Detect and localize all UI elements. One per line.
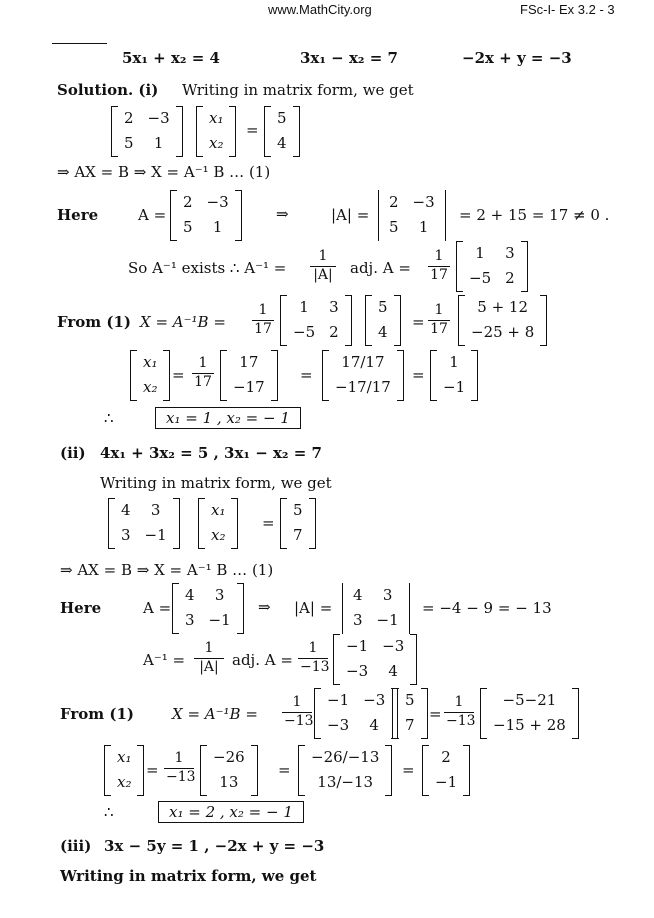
variable-vector: x₁ x₂	[198, 498, 238, 549]
equals-sign: =	[146, 761, 159, 779]
axb-line: ⇒ AX = B ⇒ X = A⁻¹ B … (1)	[57, 163, 271, 181]
constant-vector: 5 7	[392, 688, 428, 739]
therefore-symbol: ∴	[104, 803, 114, 821]
equation-3: −2x + y = −3	[462, 49, 572, 67]
det-lhs: |A| =	[294, 599, 333, 617]
part-ii-label: (ii)	[60, 444, 86, 462]
equals-sign: =	[429, 705, 442, 723]
inverse-lhs: A⁻¹ =	[143, 651, 186, 669]
fraction-1-over-neg13: $\frac{1}{-13}$	[284, 694, 314, 729]
equation-1: 5x₁ + x₂ = 4	[122, 49, 220, 67]
equals-sign: =	[412, 313, 425, 331]
axb-line: ⇒ AX = B ⇒ X = A⁻¹ B … (1)	[60, 561, 274, 579]
fraction-1-over-neg13: $\frac{1}{-13}$	[300, 640, 330, 675]
implies-arrow: ⇒	[258, 598, 271, 616]
fraction-1-over-neg13: $\frac{1}{-13}$	[446, 694, 476, 729]
divider	[52, 43, 107, 44]
coefficient-matrix: 2 −3 5 1	[111, 106, 183, 157]
x-vector: x₁ x₂	[130, 350, 170, 401]
equals-sign: =	[402, 761, 415, 779]
matrix-a: 2 −3 5 1	[170, 190, 242, 241]
constant-vector: 5 7	[280, 498, 316, 549]
intro-text: Writing in matrix form, we get	[60, 867, 317, 885]
coefficient-matrix: 4 3 3 −1	[108, 498, 180, 549]
variable-vector: x₁ x₂	[196, 106, 236, 157]
solution-label: Solution. (i)	[57, 81, 159, 99]
from-1-label: From (1)	[60, 705, 135, 723]
equals-sign: =	[412, 366, 425, 384]
part-iii-equations: 3x − 5y = 1 , −2x + y = −3	[104, 837, 325, 855]
equals-sign: =	[172, 366, 185, 384]
raw-vector: −26 13	[200, 745, 258, 796]
here-label: Here	[57, 206, 99, 224]
fraction-1-over-17: $\frac{1}{17}$	[428, 248, 450, 284]
a-equals: A =	[143, 599, 172, 617]
intro-text: Writing in matrix form, we get	[100, 474, 332, 492]
inverse-body: 1 3 −5 2	[280, 295, 352, 346]
inverse-body: −1 −3 −3 4	[314, 688, 398, 739]
divided-vector: 17/17 −17/17	[322, 350, 404, 401]
equals-sign: =	[300, 366, 313, 384]
from-1-label: From (1)	[57, 313, 132, 331]
result-vector: 2 −1	[422, 745, 470, 796]
result-vector: 1 −1	[430, 350, 478, 401]
det-lhs: |A| =	[331, 206, 370, 224]
fraction-1-over-neg13: $\frac{1}{-13}$	[166, 750, 196, 785]
constant-vector: 5 4	[365, 295, 401, 346]
det-result: = −4 − 9 = − 13	[422, 599, 552, 617]
inverse-statement: So A⁻¹ exists ∴ A⁻¹ =	[128, 259, 287, 277]
part-ii-equations: 4x₁ + 3x₂ = 5 , 3x₁ − x₂ = 7	[100, 444, 322, 462]
constant-vector: 5 4	[264, 106, 300, 157]
x-equation: X = A⁻¹B =	[172, 705, 258, 723]
adjoint-matrix: −1 −3 −3 4	[333, 634, 417, 685]
equation-2: 3x₁ − x₂ = 7	[300, 49, 398, 67]
x-vector: x₁ x₂	[104, 745, 144, 796]
fraction-1-over-17: $\frac{1}{17}$	[428, 302, 450, 338]
answer-box: x₁ = 2 , x₂ = − 1	[158, 801, 304, 823]
equals-sign: =	[278, 761, 291, 779]
fraction-1-over-det: $\frac{1}{|A|}$	[194, 640, 224, 676]
intro-text: Writing in matrix form, we get	[182, 81, 414, 99]
det-result: = 2 + 15 = 17 ≠ 0 .	[459, 206, 610, 224]
raw-vector: 17 −17	[220, 350, 278, 401]
equals-sign: =	[262, 514, 275, 532]
adj-a-label: adj. A =	[350, 259, 411, 277]
equals-sign: =	[246, 121, 259, 139]
part-iii-label: (iii)	[60, 837, 92, 855]
answer-box: x₁ = 1 , x₂ = − 1	[155, 407, 301, 429]
adj-a-label: adj. A =	[232, 651, 293, 669]
divided-vector: −26/−13 13/−13	[298, 745, 392, 796]
product-vector: −5−21 −15 + 28	[480, 688, 579, 739]
implies-arrow: ⇒	[276, 205, 289, 223]
matrix-a: 4 3 3 −1	[172, 583, 244, 634]
fraction-1-over-17: $\frac{1}{17}$	[252, 302, 274, 338]
fraction-1-over-17: $\frac{1}{17}$	[192, 355, 214, 391]
site-url: www.MathCity.org	[268, 2, 372, 17]
adjoint-matrix: 1 3 −5 2	[456, 241, 528, 292]
determinant-a: 4 3 3 −1	[342, 583, 410, 634]
determinant-a: 2 −3 5 1	[378, 190, 446, 241]
fraction-1-over-det: $\frac{1}{|A|}$	[310, 248, 336, 284]
here-label: Here	[60, 599, 102, 617]
therefore-symbol: ∴	[104, 409, 114, 427]
x-equation: X = A⁻¹B =	[140, 313, 226, 331]
product-vector: 5 + 12 −25 + 8	[458, 295, 547, 346]
a-equals: A =	[138, 206, 167, 224]
page-reference: FSc-I- Ex 3.2 - 3	[520, 2, 615, 17]
